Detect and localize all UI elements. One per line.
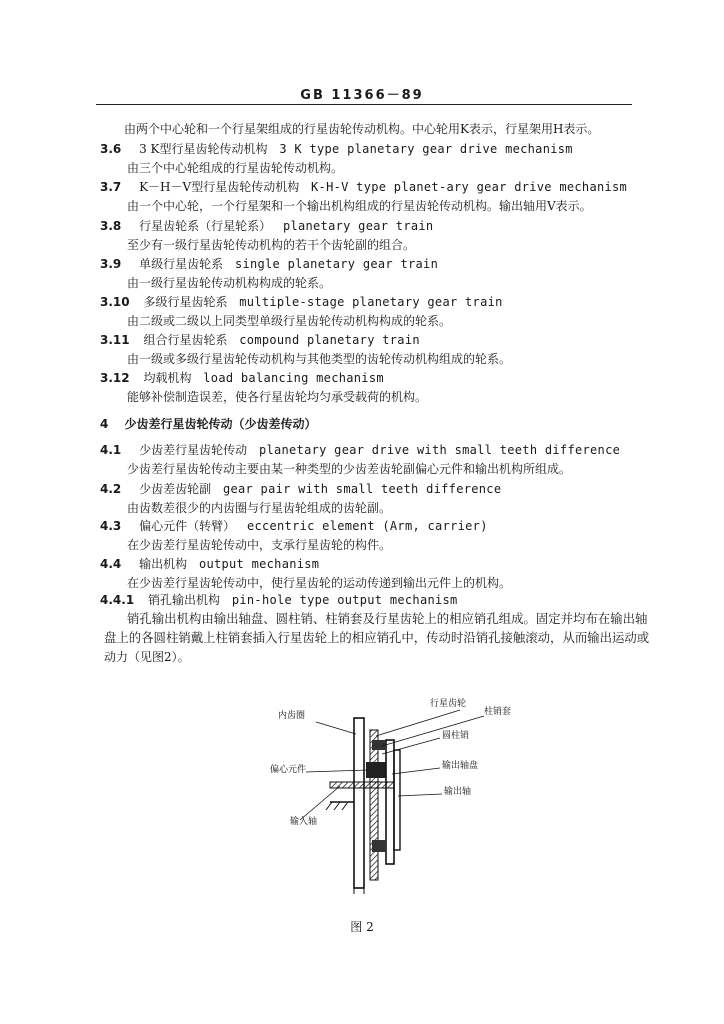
term-en: gear pair with small teeth difference <box>222 482 502 496</box>
term-4-4-1 <box>100 592 458 608</box>
def-3-12: 能够补偿制造误差，使各行星齿轮均匀承受载荷的机构。 <box>127 390 428 404</box>
term-3-6 <box>100 141 573 157</box>
term-en: single planetary gear train <box>234 257 439 271</box>
label-planet-gear: 行星齿轮 <box>430 699 467 709</box>
term-en: pin-hole type output mechanism <box>231 593 458 607</box>
term-zh: 少齿差齿轮副 <box>139 482 212 496</box>
term-3-12 <box>100 370 384 386</box>
label-pin-sleeve: 柱销套 <box>484 707 512 717</box>
term-zh: 输出机构 <box>139 557 188 571</box>
term-number: 3.6 <box>100 142 122 156</box>
term-zh: K－H－V型行星齿轮传动机构 <box>139 180 300 194</box>
label-eccentric: 偏心元件 <box>270 765 307 775</box>
figure-caption: 图 2 <box>350 920 374 934</box>
term-number: 4.3 <box>100 519 122 533</box>
term-3-11 <box>100 332 420 348</box>
label-cyl-pin: 圆柱销 <box>442 731 470 741</box>
term-3-9 <box>100 256 438 272</box>
eccentric-shape <box>366 762 386 778</box>
para-4-4-1-line-2: 盘上的各圆柱销戴上柱销套插入行星齿轮上的相应销孔中，传动时沿销孔接触滚动，从而输出运动或 <box>104 630 650 645</box>
term-number: 3.7 <box>100 180 122 194</box>
term-zh: 3 K型行星齿轮传动机构 <box>139 142 268 156</box>
term-3-7 <box>100 179 627 195</box>
page-header: GB 11366－89 <box>300 88 424 103</box>
term-en: eccentric element (Arm, carrier) <box>246 519 488 533</box>
term-en: planetary gear train <box>282 219 434 233</box>
term-4-2 <box>100 481 501 497</box>
term-3-10 <box>100 294 503 310</box>
label-output-shaft: 输出轴 <box>444 787 472 797</box>
term-number: 4.4 <box>100 557 122 571</box>
para-4-4-1-line-1: 销孔输出机构由输出轴盘、圆柱销、柱销套及行星齿轮上的相应销孔组成。固定并均布在输出轴 <box>127 611 648 626</box>
term-zh: 组合行星齿轮系 <box>143 333 228 347</box>
def-4-3: 在少齿差行星齿轮传动中，支承行星齿轮的构件。 <box>127 538 392 552</box>
input-shaft-shape <box>330 782 394 788</box>
section-number: 4 <box>100 417 109 431</box>
def-3-6: 由三个中心轮组成的行星齿轮传动机构。 <box>127 161 344 175</box>
section-title: 少齿差行星齿轮传动（少齿差传动） <box>124 417 317 431</box>
def-3-10: 由二级或二级以上同类型单级行星齿轮传动机构构成的轮系。 <box>127 314 452 328</box>
term-zh: 销孔输出机构 <box>148 593 221 607</box>
term-en: multiple-stage planetary gear train <box>239 295 503 309</box>
term-4-4 <box>100 556 319 572</box>
ring-gear-shape <box>354 718 364 888</box>
term-zh: 少齿差行星齿轮传动 <box>139 443 248 457</box>
term-en: K-H-V type planet-ary gear drive mechanism <box>311 180 628 194</box>
def-3-7: 由一个中心轮，一个行星架和一个输出机构组成的行星齿轮传动机构。输出轴用V表示。 <box>127 199 592 213</box>
term-zh: 多级行星齿轮系 <box>143 295 228 309</box>
term-number: 3.9 <box>100 257 122 271</box>
label-input-shaft: 输入轴 <box>290 817 318 827</box>
term-en: output mechanism <box>198 557 320 571</box>
term-number: 4.4.1 <box>100 593 135 607</box>
def-3-9: 由一级行星齿轮传动机构构成的轮系。 <box>127 276 332 290</box>
term-zh: 偏心元件（转臂） <box>139 519 236 533</box>
figure-2-diagram <box>270 690 530 900</box>
term-number: 3.11 <box>100 333 130 347</box>
term-en: 3 K type planetary gear drive mechanism <box>279 142 573 156</box>
term-4-1 <box>100 442 620 458</box>
term-en: load balancing mechanism <box>203 371 384 385</box>
output-disc-shape <box>386 740 394 864</box>
def-4-4: 在少齿差行星齿轮传动中，使行星齿轮的运动传递到输出元件上的机构。 <box>127 576 512 590</box>
cyl-pin-shape <box>372 840 386 852</box>
term-number: 3.8 <box>100 219 122 233</box>
planet-gear-shape <box>370 730 378 880</box>
def-4-1: 少齿差行星齿轮传动主要由某一种类型的少齿差齿轮副偏心元件和输出机构所组成。 <box>127 462 572 476</box>
term-en: planetary gear drive with small teeth difference <box>258 443 621 457</box>
label-output-disc: 输出轴盘 <box>442 761 479 771</box>
def-3-8: 至少有一级行星齿轮传动机构的若干个齿轮副的组合。 <box>127 238 416 252</box>
term-zh: 行星齿轮系（行星轮系） <box>139 219 272 233</box>
para-4-4-1-line-3: 动力（见图2）。 <box>104 650 190 664</box>
term-number: 3.10 <box>100 295 130 309</box>
term-3-8 <box>100 218 433 234</box>
term-number: 4.1 <box>100 443 122 457</box>
term-number: 4.2 <box>100 482 122 496</box>
def-3-11: 由一级或多级行星齿轮传动机构与其他类型的齿轮传动机构组成的轮系。 <box>127 352 512 366</box>
intro-line: 由两个中心轮和一个行星架组成的行星齿轮传动机构。中心轮用K表示，行星架用H表示。 <box>124 122 600 136</box>
term-zh: 均载机构 <box>143 371 192 385</box>
def-4-2: 由齿数差很少的内齿圈与行星齿轮组成的齿轮副。 <box>127 501 392 515</box>
term-en: compound planetary train <box>239 333 420 347</box>
header-rule <box>96 104 632 105</box>
term-zh: 单级行星齿轮系 <box>139 257 224 271</box>
term-number: 3.12 <box>100 371 130 385</box>
pin-sleeve-shape <box>372 740 386 750</box>
term-4-3 <box>100 518 488 534</box>
section-4-heading <box>100 416 317 432</box>
output-shaft-shape <box>394 750 400 850</box>
label-ring-gear: 内齿圈 <box>278 711 306 721</box>
